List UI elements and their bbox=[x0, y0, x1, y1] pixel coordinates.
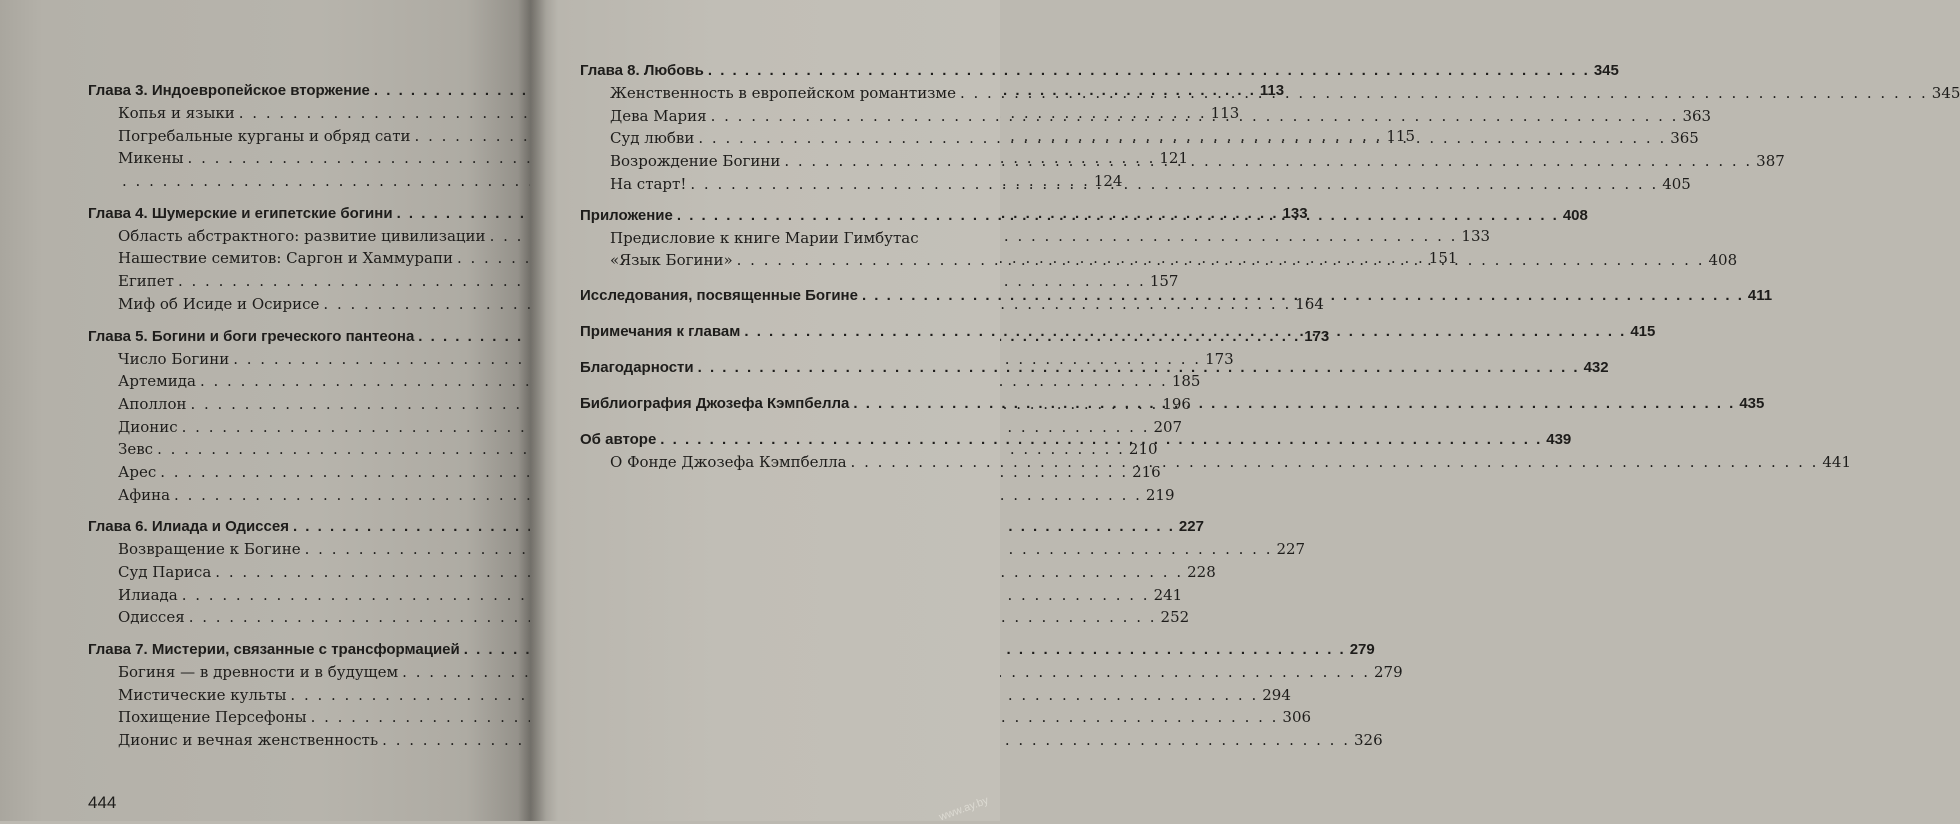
toc-section: Благодарности . . . 432 bbox=[580, 359, 992, 381]
toc-entry: Суд любви . . . 365 bbox=[580, 129, 992, 152]
page-number: 444 bbox=[88, 793, 117, 812]
toc-entry: Дионис и вечная женственность . . . 326 bbox=[88, 731, 488, 754]
toc-entry: Похищение Персефоны . . . 306 bbox=[88, 708, 488, 731]
toc-chapter: Глава 3. Индоевропейское вторжение . . . 113 bbox=[88, 82, 488, 104]
toc-entry: Мистические культы . . . 294 bbox=[88, 686, 488, 709]
toc-entry: Дева Мария . . . 363 bbox=[580, 107, 992, 130]
toc-section: Об авторе . . . 439 bbox=[580, 431, 992, 453]
toc-entry: Одиссея . . . 252 bbox=[88, 608, 488, 631]
toc-chapter: Глава 5. Богини и боги греческого пантеона . . . 173 bbox=[88, 328, 488, 350]
toc-section: Исследования, посвященные Богине . . . 411 bbox=[580, 287, 992, 309]
toc-entry: О Фонде Джозефа Кэмпбелла . . . 441 bbox=[580, 453, 992, 476]
toc-entry: Предисловие к книге Марии Гимбутас «Язык Богини» . . . 408 bbox=[580, 229, 992, 273]
toc-chapter: Глава 4. Шумерские и египетские богини . . . 133 bbox=[88, 205, 488, 227]
toc-entry: Возрождение Богини . . . 387 bbox=[580, 152, 992, 175]
toc-section: Приложение . . . 408 bbox=[580, 207, 992, 229]
toc-entry: Афина . . . 219 bbox=[88, 486, 488, 509]
toc-section: Примечания к главам . . . 415 bbox=[580, 323, 992, 345]
toc-entry: Возвращение к Богине . . . 227 bbox=[88, 540, 488, 563]
watermark: www.ay.by bbox=[937, 794, 991, 824]
toc-entry: Аполлон . . . 196 bbox=[88, 395, 488, 418]
toc-entry: Нашествие семитов: Саргон и Хаммурапи . . . 151 bbox=[88, 249, 488, 272]
toc-section: Библиография Джозефа Кэмпбелла . . . 435 bbox=[580, 395, 992, 417]
toc-entry: . . . 124 bbox=[88, 172, 488, 195]
toc-entry: Суд Париса . . . 228 bbox=[88, 563, 488, 586]
toc-entry: Египет . . . 157 bbox=[88, 272, 488, 295]
toc-chapter: Глава 8. Любовь . . . 345 bbox=[580, 62, 992, 84]
book-gutter bbox=[518, 0, 546, 821]
toc-entry: Артемида . . . 185 bbox=[88, 372, 488, 395]
toc-entry: Область абстрактного: развитие цивилизации . . . 133 bbox=[88, 227, 488, 250]
toc-entry: Микены . . . 121 bbox=[88, 149, 488, 172]
toc-chapter: Глава 6. Илиада и Одиссея . . . 227 bbox=[88, 518, 488, 540]
toc-entry: Погребальные курганы и обряд сати . . . 115 bbox=[88, 127, 488, 150]
toc-entry: Число Богини . . . 173 bbox=[88, 350, 488, 373]
toc-entry: Копья и языки . . . 113 bbox=[88, 104, 488, 127]
toc-chapter: Глава 7. Мистерии, связанные с трансформацией . . . 279 bbox=[88, 641, 488, 663]
toc-entry: Дионис . . . 207 bbox=[88, 418, 488, 441]
toc-entry: Зевс . . . 210 bbox=[88, 440, 488, 463]
toc-entry: Арес . . . 216 bbox=[88, 463, 488, 486]
toc-entry: Илиада . . . 241 bbox=[88, 586, 488, 609]
toc-entry: На старт! . . . 405 bbox=[580, 175, 992, 198]
toc-entry: Богиня — в древности и в будущем . . . 279 bbox=[88, 663, 488, 686]
toc-entry: Миф об Исиде и Осирисе . . . 164 bbox=[88, 295, 488, 318]
toc-entry: Женственность в европейском романтизме . . . 345 bbox=[580, 84, 992, 107]
